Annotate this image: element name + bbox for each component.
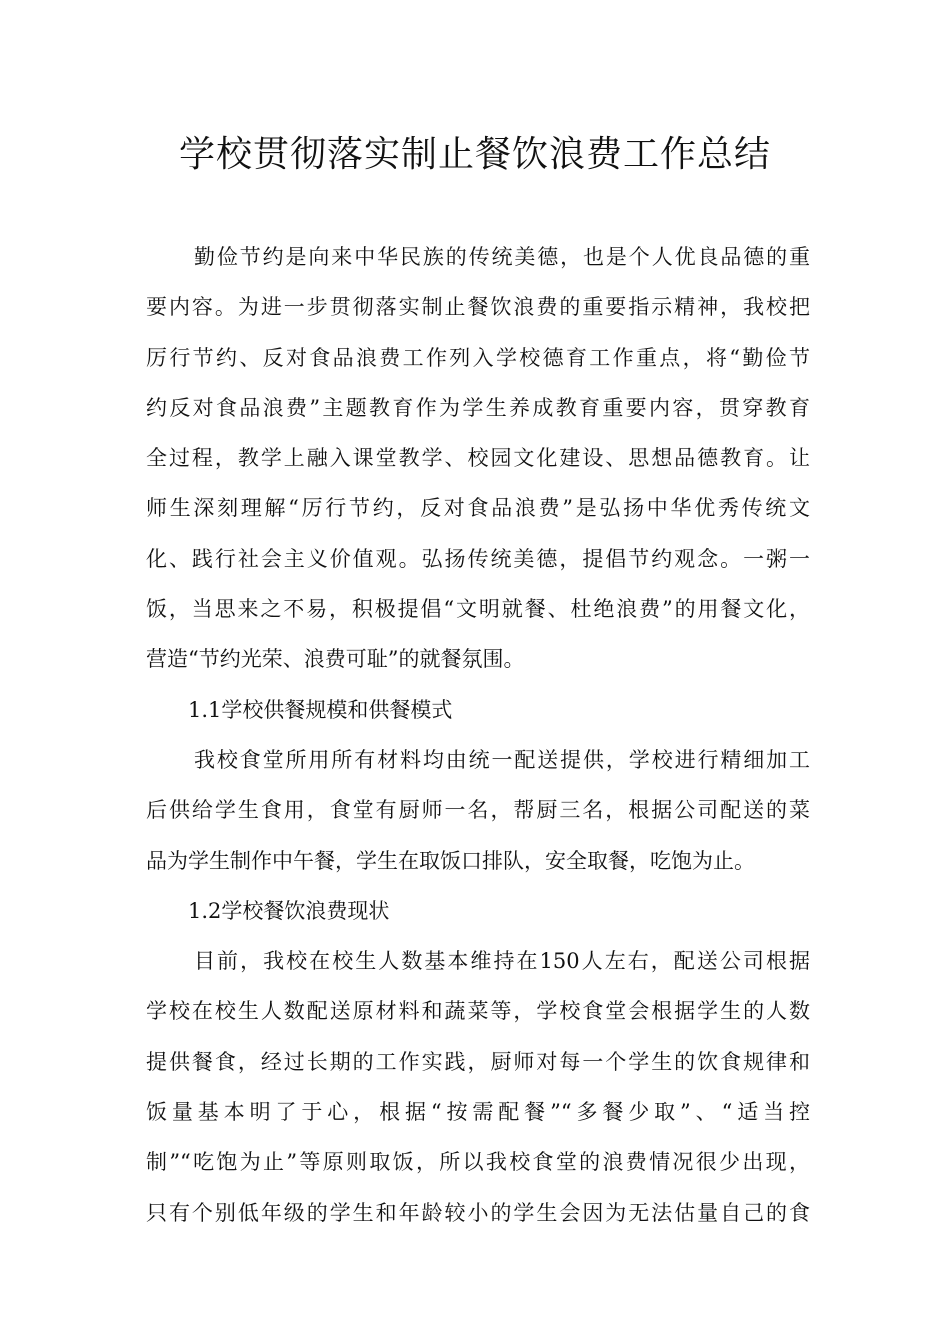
paragraph-line: 只有个别低年级的学生和年龄较小的学生会因为无法估量自己的食 — [146, 1200, 810, 1225]
paragraph-line: 营造“节约光荣、浪费可耻”的就餐氛围。 — [146, 647, 525, 672]
paragraph-line: 提供餐食，经过长期的工作实践，厨师对每一个学生的饮食规律和 — [146, 1049, 810, 1074]
document-body — [146, 232, 810, 1238]
paragraph-line: 后供给学生食用，食堂有厨师一名，帮厨三名，根据公司配送的菜 — [146, 798, 810, 823]
section-heading: 1.2学校餐饮浪费现状 — [188, 898, 390, 923]
paragraph-line: 饭，当思来之不易，积极提倡“文明就餐、杜绝浪费”的用餐文化， — [146, 597, 810, 622]
paragraph-line: 饭量基本明了于心，根据“按需配餐”“多餐少取”、“适当控 — [146, 1100, 810, 1125]
paragraph-line: 目前，我校在校生人数基本维持在150人左右，配送公司根据 — [194, 949, 810, 974]
paragraph-line: 制”“吃饱为止”等原则取饭，所以我校食堂的浪费情况很少出现， — [146, 1150, 810, 1175]
paragraph-line: 品为学生制作中午餐，学生在取饭口排队，安全取餐，吃饱为止。 — [146, 848, 755, 873]
paragraph-line: 我校食堂所用所有材料均由统一配送提供，学校进行精细加工 — [194, 747, 810, 772]
paragraph-line: 要内容。为进一步贯彻落实制止餐饮浪费的重要指示精神，我校把 — [146, 295, 810, 320]
section-heading: 1.1学校供餐规模和供餐模式 — [188, 697, 453, 722]
paragraph-line: 厉行节约、反对食品浪费工作列入学校德育工作重点，将“勤俭节 — [146, 345, 810, 370]
paragraph-line: 师生深刻理解“厉行节约，反对食品浪费”是弘扬中华优秀传统文 — [146, 496, 810, 521]
paragraph-line: 学校在校生人数配送原材料和蔬菜等，学校食堂会根据学生的人数 — [146, 999, 810, 1024]
paragraph-line: 化、践行社会主义价值观。弘扬传统美德，提倡节约观念。一粥一 — [146, 546, 810, 571]
paragraph-line: 约反对食品浪费”主题教育作为学生养成教育重要内容，贯穿教育 — [146, 395, 810, 420]
document-title: 学校贯彻落实制止餐饮浪费工作总结 — [178, 134, 771, 175]
paragraph-line: 全过程，教学上融入课堂教学、校园文化建设、思想品德教育。让 — [146, 446, 810, 471]
paragraph-line: 勤俭节约是向来中华民族的传统美德，也是个人优良品德的重 — [194, 245, 810, 269]
